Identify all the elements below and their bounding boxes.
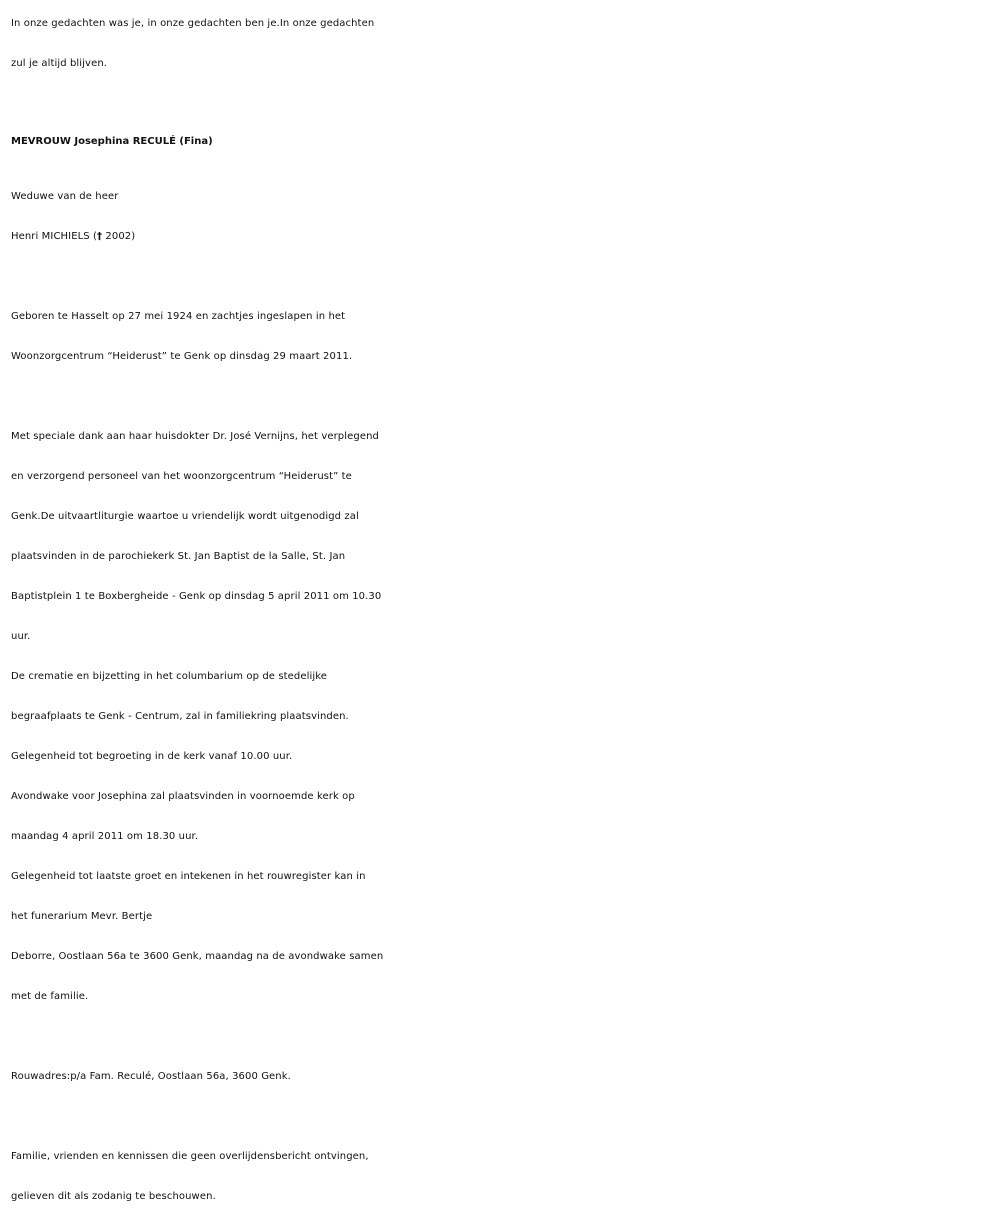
spacer <box>11 257 991 297</box>
details-line: en verzorgend personeel van het woonzorgcentrum “Heiderust” te <box>11 471 352 482</box>
details-line: Gelegenheid tot laatste groet en intekenen in het rouwregister kan in <box>11 871 366 882</box>
details-line: het funerarium Mevr. Bertje <box>11 911 153 922</box>
details-paragraph <box>11 417 991 1017</box>
details-line: uur. <box>11 631 31 642</box>
details-line: Gelegenheid tot begroeting in de kerk vanaf 10.00 uur. <box>11 751 293 762</box>
details-line: begraafplaats te Genk - Centrum, zal in familiekring plaatsvinden. <box>11 711 349 722</box>
obituary-document <box>11 4 991 1217</box>
mourning-address: Rouwadres:p/a Fam. Reculé, Oostlaan 56a, 3600 Genk. <box>11 1071 291 1082</box>
details-line: met de familie. <box>11 991 89 1002</box>
closing-line-1: Familie, vrienden en kennissen die geen overlijdensbericht ontvingen, <box>11 1151 369 1162</box>
deceased-name-heading: MEVROUW Josephina RECULÉ (Fina) <box>11 136 213 147</box>
details-line: De crematie en bijzetting in het columbarium op de stedelijke <box>11 671 328 682</box>
birth-death-line-1: Geboren te Hasselt op 27 mei 1924 en zachtjes ingeslapen in het <box>11 311 346 322</box>
details-line: Baptistplein 1 te Boxbergheide - Genk op dinsdag 5 april 2011 om 10.30 <box>11 591 382 602</box>
spouse-name: Henri MICHIELS ( <box>11 231 98 242</box>
details-line: Genk.De uitvaartliturgie waartoe u vriendelijk wordt uitgenodigd zal <box>11 511 359 522</box>
details-line: plaatsvinden in de parochiekerk St. Jan Baptist de la Salle, St. Jan <box>11 551 346 562</box>
birth-death-line-2: Woonzorgcentrum “Heiderust” te Genk op dinsdag 29 maart 2011. <box>11 351 353 362</box>
closing-line-2: gelieven dit als zodanig te beschouwen. <box>11 1191 216 1202</box>
intro-line-1: In onze gedachten was je, in onze gedachten ben je.In onze gedachten <box>11 18 375 29</box>
spouse-death-year: 2002) <box>102 231 136 242</box>
spacer <box>11 1017 991 1057</box>
details-line: Deborre, Oostlaan 56a te 3600 Genk, maandag na de avondwake samen <box>11 951 384 962</box>
details-line: Met speciale dank aan haar huisdokter Dr. José Vernijns, het verplegend <box>11 431 379 442</box>
cross-icon: † <box>97 231 103 242</box>
intro-line-2: zul je altijd blijven. <box>11 58 108 69</box>
spouse-name-line <box>11 217 991 257</box>
spacer <box>11 1097 991 1137</box>
spouse-line: Weduwe van de heer <box>11 191 119 202</box>
spacer <box>11 377 991 417</box>
details-line: Avondwake voor Josephina zal plaatsvinden in voornoemde kerk op <box>11 791 355 802</box>
details-line: maandag 4 april 2011 om 18.30 uur. <box>11 831 199 842</box>
